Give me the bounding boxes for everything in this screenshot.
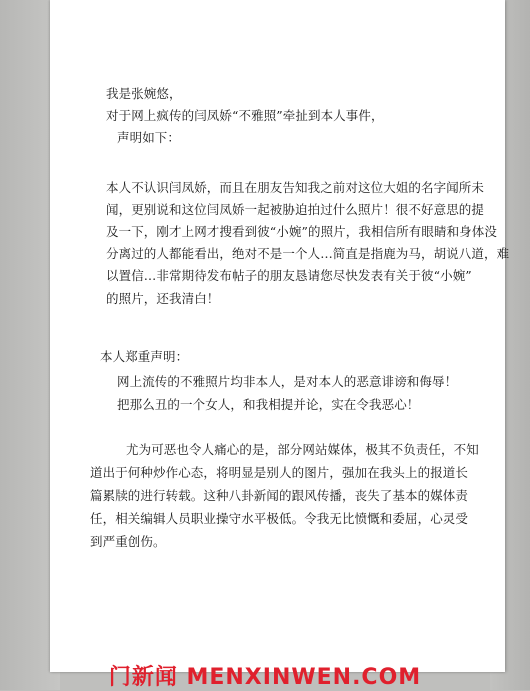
statement-heading: 本人郑重声明： <box>100 349 189 364</box>
watermark: 门新闻 MENXINWEN.COM <box>108 665 422 690</box>
intro-line: 声明如下： <box>117 130 181 145</box>
paragraph-2-line: 道出于何种炒作心态，将明显是别人的图片，强加在我头上的报道长 <box>90 465 469 480</box>
paragraph-1-line: 及一下，刚才上网才搜看到彼“小婉”的照片，我相信所有眼睛和身体没 <box>106 224 497 239</box>
paragraph-1-line: 以置信…非常期待发布帖子的朋友恳请您尽快发表有关于彼“小婉” <box>106 268 472 283</box>
intro-line: 我是张婉悠， <box>106 86 182 101</box>
paragraph-2-line: 篇累牍的进行转载。这种八卦新闻的跟风传播，丧失了基本的媒体责 <box>90 488 469 503</box>
paragraph-2-line: 任，相关编辑人员职业操守水平极低。令我无比愤慨和委屈，心灵受 <box>90 511 469 526</box>
paragraph-2-line: 到严重创伤。 <box>90 534 166 549</box>
paragraph-2-line: 尤为可恶也令人痛心的是，部分网站媒体，极其不负责任，不知 <box>126 442 479 457</box>
paper-sheet <box>50 0 510 672</box>
paragraph-1-line: 的照片，还我清白！ <box>106 291 220 306</box>
paragraph-1-line: 闻，更别说和这位闫凤娇一起被胁迫拍过什么照片！很不好意思的提 <box>106 202 485 217</box>
paragraph-1-line: 分离过的人都能看出，绝对不是一个人…简直是指鹿为马，胡说八道，难 <box>106 246 510 261</box>
paragraph-1-line: 本人不认识闫凤娇，而且在朋友告知我之前对这位大姐的名字闻所未 <box>106 180 485 195</box>
statement-line: 把那么丑的一个女人，和我相提并论，实在令我恶心！ <box>117 397 420 412</box>
statement-line: 网上流传的不雅照片均非本人，是对本人的恶意诽谤和侮辱！ <box>117 374 458 389</box>
intro-line: 对于网上疯传的闫凤娇“不雅照”牵扯到本人事件， <box>106 108 384 123</box>
